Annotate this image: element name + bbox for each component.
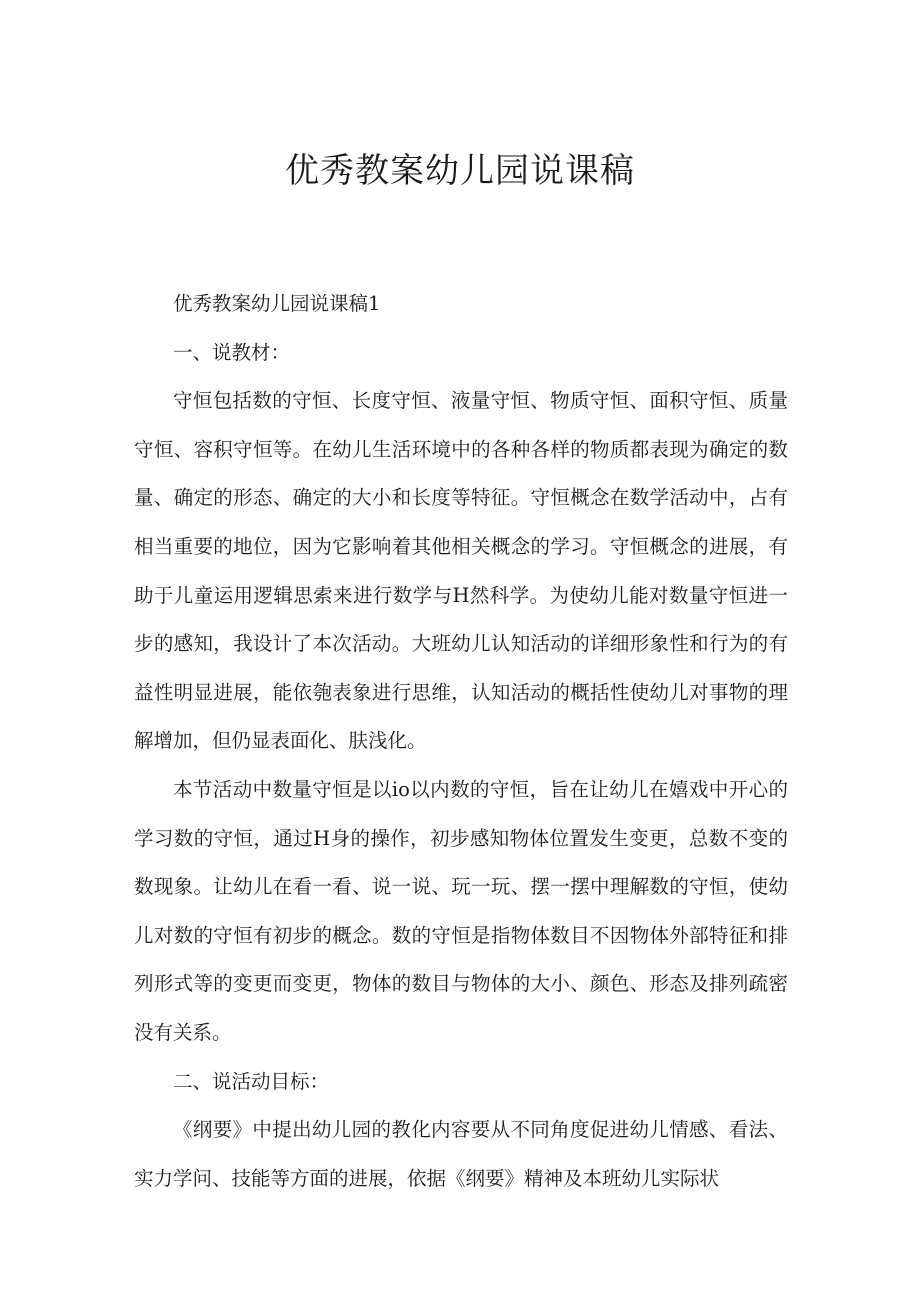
document-title: 优秀教案幼儿园说课稿 (285, 151, 635, 191)
section-heading-materials: 一、说教材： (173, 340, 291, 364)
document-body (134, 280, 788, 1203)
paragraph-activity: 本节活动中数量守恒是以io以内数的守恒，旨在让幼儿在嬉戏中开心的学习数的守恒，通过H身的操作，初步感知物体位置发生变更，总数不变的数现象。让幼儿在看一看、说一说、玩一玩、摆一摆中理解数的守恒，使幼儿对数的守恒有初步的概念。数的守恒是指物体数目不因物体外部特征和排列形式等的变更而变更，物体的数目与物体的大小、颜色、形态及排列疏密没有关系。 (134, 777, 788, 1044)
section-heading-goals: 二、说活动目标： (173, 1069, 330, 1093)
paragraph-conservation: 守恒包括数的守恒、长度守恒、液量守恒、物质守恒、面积守恒、质量守恒、容积守恒等。在幼儿生活环境中的各种各样的物质都表现为确定的数量、确定的形态、确定的大小和长度等特征。守恒概念在数学活动中，占有相当重要的地位，因为它影响着其他相关概念的学习。守恒概念的进展，有助于儿童运用逻辑思索来进行数学与H然科学。为使幼儿能对数量守恒进一步的感知，我设计了本次活动。大班幼儿认知活动的详细形象性和行为的有益性明显进展，能依匏表象进行思维，认知活动的概括性使幼儿对事物的理解增加，但仍显表面化、肤浅化。 (134, 389, 788, 753)
document-subtitle: 优秀教案幼儿园说课稿1 (173, 292, 381, 315)
paragraph-outline: 《纲要》中提出幼儿园的教化内容要从不同角度促进幼儿情感、看法、实力学问、技能等方面的进展，依据《纲要》精神及本班幼儿实际状 (134, 1118, 788, 1190)
